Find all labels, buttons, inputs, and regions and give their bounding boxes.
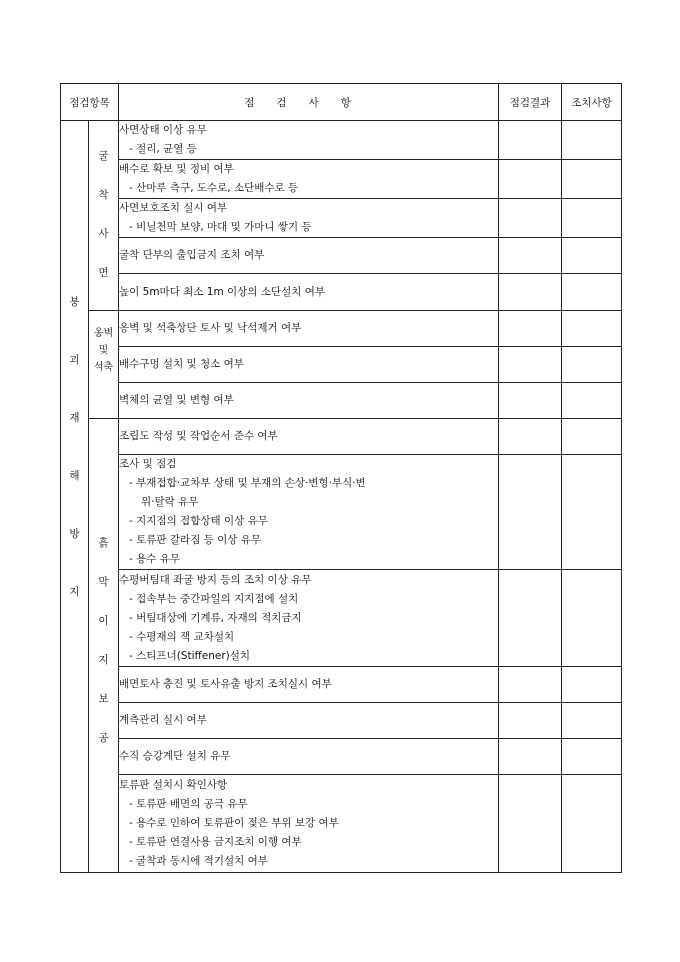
item-subline: - 산마루 측구, 도수로, 소단배수로 등 <box>129 182 299 194</box>
result-cell[interactable] <box>499 347 562 383</box>
table-row <box>61 667 622 703</box>
item-line: 조사 및 점검 <box>119 458 177 470</box>
major-category-char: 괴 <box>69 354 80 366</box>
item-line: 조립도 작성 및 작업순서 준수 여부 <box>119 430 278 442</box>
major-category-collapse-prevention <box>61 121 89 873</box>
item-line: 토류판 설치시 확인사항 <box>119 779 228 791</box>
item-subline: - 버팀대상에 기계류, 자재의 적치금지 <box>129 611 302 624</box>
action-cell[interactable] <box>562 667 622 703</box>
result-cell[interactable] <box>499 121 562 160</box>
item-line: 배면토사 충진 및 토사유출 방지 조치실시 여부 <box>119 678 332 690</box>
table-row <box>61 347 622 383</box>
item-subline: - 용수로 인하여 토류판이 젖은 부위 보강 여부 <box>129 817 339 829</box>
minor-category-char: 옹벽 <box>93 328 114 339</box>
item-subline: - 부재접합·교차부 상태 및 부재의 손상·변형·부식·변 <box>129 477 366 489</box>
check-item-description <box>119 121 499 160</box>
item-line: 높이 5m마다 최소 1m 이상의 소단설치 여부 <box>119 285 326 298</box>
action-cell[interactable] <box>562 703 622 739</box>
item-line: 배수로 확보 및 정비 여부 <box>119 163 234 175</box>
minor-category-char: 공 <box>98 732 109 744</box>
minor-category-char: 사 <box>98 228 109 240</box>
major-category-char: 지 <box>69 586 80 598</box>
check-item-description <box>119 383 499 419</box>
action-cell[interactable] <box>562 160 622 199</box>
action-cell[interactable] <box>562 775 622 873</box>
check-item-description <box>119 419 499 455</box>
header-inspection-details <box>119 84 499 121</box>
minor-category-char: 막 <box>98 576 109 588</box>
item-subline: - 비닐천막 보양, 마대 및 가마니 쌓기 등 <box>129 221 312 233</box>
item-subline-continued: 위·탈락 유무 <box>141 496 199 508</box>
check-item-description <box>119 775 499 873</box>
result-cell[interactable] <box>499 667 562 703</box>
action-cell[interactable] <box>562 199 622 238</box>
table-row <box>61 199 622 238</box>
minor-category-char: 지 <box>98 654 109 666</box>
table-row <box>61 383 622 419</box>
check-item-description <box>119 703 499 739</box>
result-cell[interactable] <box>499 311 562 347</box>
item-line: 벽체의 균열 및 변형 여부 <box>119 394 234 406</box>
item-line: 배수구멍 설치 및 청소 여부 <box>119 358 244 370</box>
action-cell[interactable] <box>562 238 622 274</box>
action-cell[interactable] <box>562 739 622 775</box>
action-cell[interactable] <box>562 570 622 667</box>
action-cell[interactable] <box>562 419 622 455</box>
item-line: 옹벽 및 석축상단 토사 및 낙석제거 여부 <box>119 322 302 334</box>
check-item-description <box>119 455 499 570</box>
major-category-char: 재 <box>69 412 80 424</box>
check-item-description <box>119 199 499 238</box>
minor-category-char: 착 <box>98 189 109 201</box>
check-item-description <box>119 347 499 383</box>
table-row <box>61 775 622 873</box>
action-cell[interactable] <box>562 274 622 311</box>
inspection-checklist-table <box>60 83 622 873</box>
result-cell[interactable] <box>499 274 562 311</box>
item-line: 굴착 단부의 출입금지 조치 여부 <box>119 249 265 261</box>
item-line: 사면상태 이상 유무 <box>119 124 207 136</box>
table-row <box>61 419 622 455</box>
item-line: 계측관리 실시 여부 <box>119 714 207 726</box>
table-row <box>61 739 622 775</box>
header-inspection-details-text: 점검사항 <box>244 96 373 109</box>
table-row <box>61 570 622 667</box>
minor-category-char: 흙 <box>98 537 109 549</box>
result-cell[interactable] <box>499 383 562 419</box>
table-row <box>61 121 622 160</box>
check-item-description <box>119 311 499 347</box>
item-subline: - 절리, 균열 등 <box>129 143 197 155</box>
action-cell[interactable] <box>562 121 622 160</box>
result-cell[interactable] <box>499 199 562 238</box>
table-row <box>61 274 622 311</box>
header-corrective-action: 조치사항 <box>562 84 622 121</box>
item-subline: - 스티프너(Stiffener)설치 <box>129 649 251 662</box>
item-subline: - 지지점의 접합상태 이상 유무 <box>129 515 268 527</box>
item-subline: - 용수 유무 <box>129 553 181 565</box>
minor-category-char: 석축 <box>93 362 114 373</box>
result-cell[interactable] <box>499 703 562 739</box>
check-item-description <box>119 274 499 311</box>
table-row <box>61 311 622 347</box>
result-cell[interactable] <box>499 419 562 455</box>
header-inspection-result: 점검결과 <box>499 84 562 121</box>
minor-category-retaining-wall <box>89 311 119 419</box>
item-line: 수직 승강계단 설치 유무 <box>119 750 231 762</box>
item-subline: - 토류판 연결사용 금지조치 이행 여부 <box>129 836 302 848</box>
minor-category-excavation-slope <box>89 121 119 311</box>
minor-category-char: 면 <box>98 267 109 279</box>
item-line: 수평버팀대 좌굴 방지 등의 조치 이상 유무 <box>119 573 312 586</box>
result-cell[interactable] <box>499 238 562 274</box>
result-cell[interactable] <box>499 775 562 873</box>
action-cell[interactable] <box>562 347 622 383</box>
result-cell[interactable] <box>499 455 562 570</box>
major-category-char: 해 <box>69 470 80 482</box>
check-item-description <box>119 739 499 775</box>
minor-category-char: 보 <box>98 693 109 705</box>
minor-category-earth-retaining <box>89 419 119 873</box>
minor-category-char: 이 <box>98 615 109 627</box>
result-cell[interactable] <box>499 739 562 775</box>
result-cell[interactable] <box>499 570 562 667</box>
result-cell[interactable] <box>499 160 562 199</box>
minor-category-char: 굴 <box>98 150 109 162</box>
action-cell[interactable] <box>562 455 622 570</box>
check-item-description <box>119 570 499 667</box>
table-header-row <box>61 84 622 121</box>
table-row <box>61 455 622 570</box>
item-subline: - 토류판 갈라짐 등 이상 유무 <box>129 534 262 546</box>
item-subline: - 굴착과 동시에 적기설치 여부 <box>129 855 268 867</box>
item-subline: - 토류판 배면의 공극 유무 <box>129 798 248 810</box>
check-item-description <box>119 238 499 274</box>
check-item-description <box>119 667 499 703</box>
item-subline: - 접속부는 중간파일의 지지점에 설치 <box>129 592 299 605</box>
table-row <box>61 160 622 199</box>
action-cell[interactable] <box>562 311 622 347</box>
check-item-description <box>119 160 499 199</box>
header-inspection-item: 점검항목 <box>61 84 119 121</box>
table-row <box>61 238 622 274</box>
major-category-char: 붕 <box>69 296 80 308</box>
item-subline: - 수평재의 잭 교차설치 <box>129 630 235 643</box>
item-line: 사면보호조치 실시 여부 <box>119 202 228 214</box>
major-category-char: 방 <box>69 528 80 540</box>
action-cell[interactable] <box>562 383 622 419</box>
minor-category-char: 및 <box>98 345 109 356</box>
table-row <box>61 703 622 739</box>
